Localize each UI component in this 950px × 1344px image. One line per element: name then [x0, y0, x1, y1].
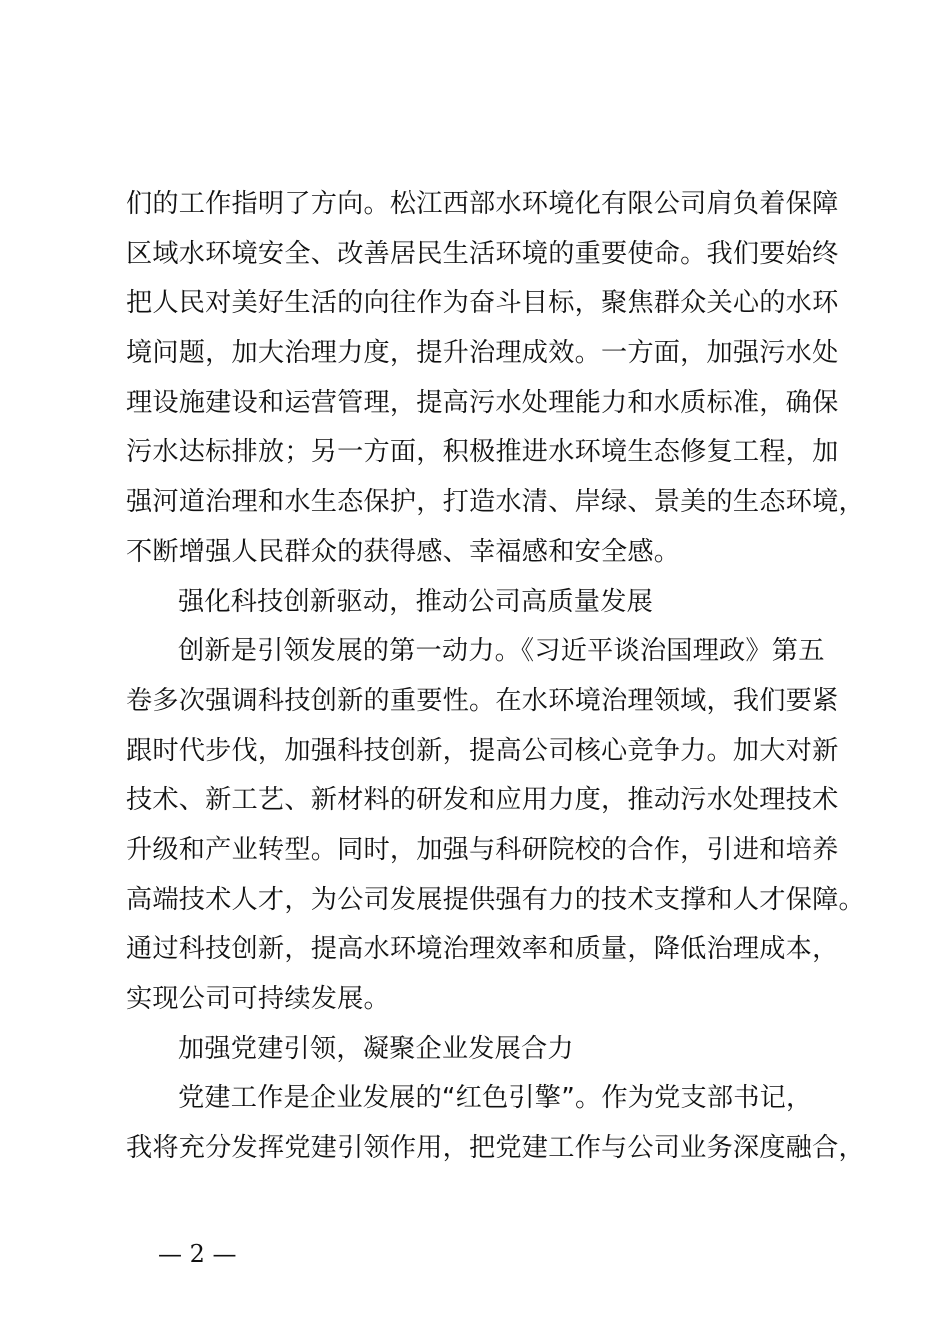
body-line: 党建工作是企业发展的“红色引擎”。作为党支部书记， [178, 1083, 813, 1114]
body-line: 们的工作指明了方向。松江西部水环境化有限公司肩负着保障 [126, 189, 839, 219]
body-line: 卷多次强调科技创新的重要性。在水环境治理领域，我们要紧 [126, 685, 839, 716]
body-line: 把人民对美好生活的向往作为奋斗目标，聚焦群众关心的水环 [126, 288, 839, 319]
body-line: 跟时代步伐，加强科技创新，提高公司核心竞争力。加大对新 [126, 735, 839, 766]
body-line: 理设施建设和运营管理，提高污水处理能力和水质标准，确保 [126, 387, 839, 418]
body-line: 我将充分发挥党建引领作用，把党建工作与公司业务深度融合， [126, 1133, 865, 1164]
body-line: 通过科技创新，提高水环境治理效率和质量，降低治理成本， [126, 934, 839, 965]
body-line: 创新是引领发展的第一动力。《习近平谈治国理政》第五 [178, 636, 825, 667]
body-line: 区域水环境安全、改善居民生活环境的重要使命。我们要始终 [126, 238, 839, 269]
document-body [126, 180, 865, 1174]
page-number: — 2 — [158, 1240, 237, 1268]
body-line: 实现公司可持续发展。 [126, 984, 390, 1014]
body-line: 高端技术人才，为公司发展提供强有力的技术支撑和人才保障。 [126, 884, 865, 915]
body-line: 强河道治理和水生态保护，打造水清、岸绿、景美的生态环境， [126, 487, 865, 518]
section-heading-party-building: 加强党建引领，凝聚企业发展合力 [178, 1033, 574, 1064]
body-line: 不断增强人民群众的获得感、幸福感和安全感。 [126, 536, 681, 567]
body-line: 境问题，加大治理力度，提升治理成效。一方面，加强污水处 [126, 338, 839, 369]
body-line: 技术、新工艺、新材料的研发和应用力度，推动污水处理技术 [126, 785, 839, 816]
body-line: 污水达标排放；另一方面，积极推进水环境生态修复工程，加 [126, 437, 839, 468]
body-line: 升级和产业转型。同时，加强与科研院校的合作，引进和培养 [126, 834, 839, 865]
section-heading-tech-innovation: 强化科技创新驱动，推动公司高质量发展 [178, 586, 653, 617]
